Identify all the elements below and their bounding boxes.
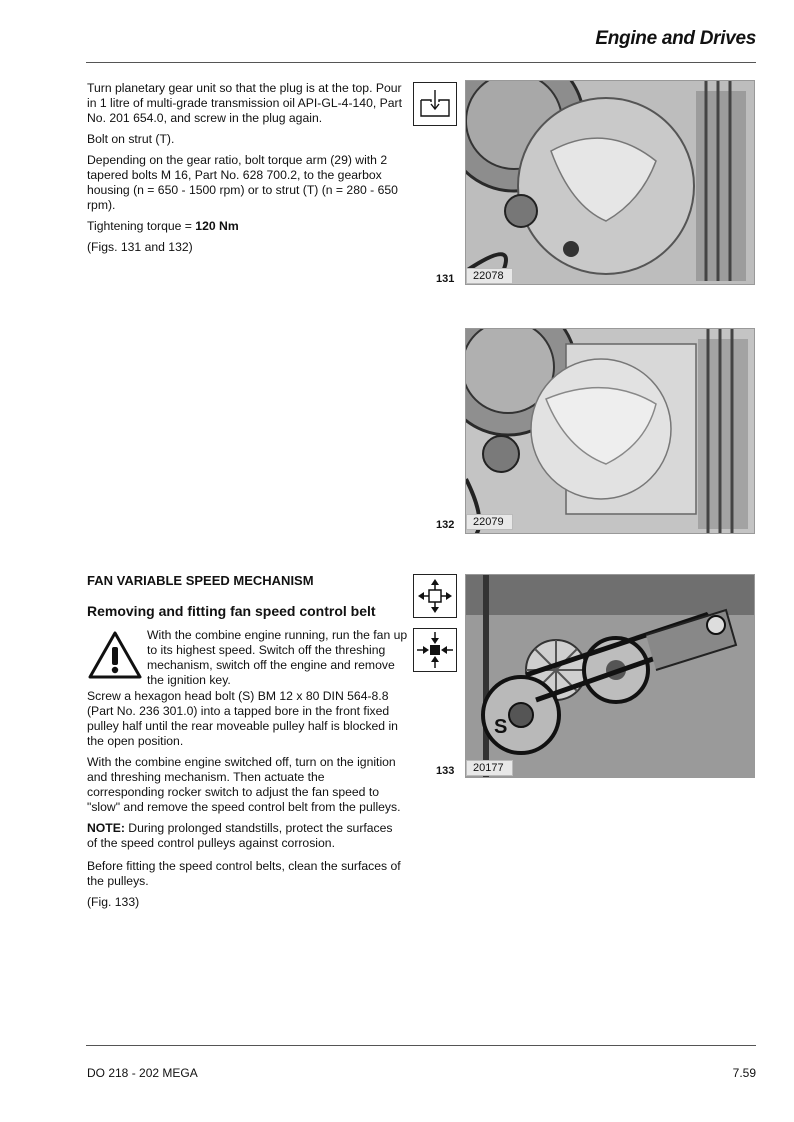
figure-number: 133: [436, 765, 455, 777]
photo-figure-131: [465, 80, 755, 285]
paragraph: Before fitting the speed control belts, clean the surfaces of the pulleys.: [87, 859, 401, 888]
subsection-heading: Removing and fitting fan speed control belt: [87, 603, 376, 619]
figure-code: 20177: [466, 760, 513, 776]
photo-figure-132: [465, 328, 755, 534]
note-text: During prolonged standstills, protect the surfaces of the speed control pulleys against corrosion.: [87, 821, 393, 850]
paragraph: (Fig. 133): [87, 895, 140, 909]
oil-fill-icon: [413, 82, 457, 126]
torque-value: 120 Nm: [195, 219, 239, 233]
text-block-2: [87, 689, 405, 916]
paragraph: With the combine engine switched off, turn on the ignition and threshing mechanism. Then actuate the corresponding rocker switch to adjust the fan speed to "slow" and remove the speed control belt from the pulleys.: [87, 755, 401, 814]
paragraph: (Figs. 131 and 132): [87, 240, 193, 254]
torque-label: Tightening torque =: [87, 219, 196, 233]
note-label: NOTE:: [87, 821, 125, 835]
paragraph: Screw a hexagon head bolt (S) BM 12 x 80 DIN 564-8.8 (Part No. 236 301.0) into a tapped bore in the front fixed pulley half until the rear moveable pulley half is blocked in the open position.: [87, 689, 398, 748]
warning-text: With the combine engine running, run the fan up to its highest speed. Switch off the threshing mechanism, switch off the engine and remove the ignition key.: [147, 628, 408, 687]
paragraph: Depending on the gear ratio, bolt torque arm (29) with 2 tapered bolts M 16, Part No. 628 700.2, to the gearbox housing (n = 650 - 1500 rpm) or to strut (T) (n = 280 - 650 rpm).: [87, 153, 398, 212]
text-block-1: [87, 81, 405, 261]
fit-icon: [413, 628, 457, 672]
figure-code: 22079: [466, 514, 513, 530]
document-id: DO 218 - 202 MEGA: [87, 1066, 198, 1080]
paragraph: Bolt on strut (T).: [87, 132, 175, 146]
header-rule: [86, 62, 756, 63]
figure-number: 131: [436, 273, 455, 285]
paragraph: Turn planetary gear unit so that the plug is at the top. Pour in 1 litre of multi-grade transmission oil API-GL-4-140, Part No. 201 654.0, and screw in the plug again.: [87, 81, 402, 125]
figure-code: 22078: [466, 268, 513, 284]
section-heading: FAN VARIABLE SPEED MECHANISM: [87, 573, 314, 588]
footer-rule: [86, 1045, 756, 1046]
photo-label-s: S: [494, 716, 508, 738]
remove-icon: [413, 574, 457, 618]
page-number: 7.59: [732, 1066, 756, 1080]
section-title: Engine and Drives: [595, 28, 756, 49]
warning-icon: [87, 630, 143, 685]
figure-number: 132: [436, 519, 455, 531]
paragraph: [87, 219, 405, 234]
photo-figure-133: [465, 574, 755, 778]
note: [87, 821, 405, 851]
